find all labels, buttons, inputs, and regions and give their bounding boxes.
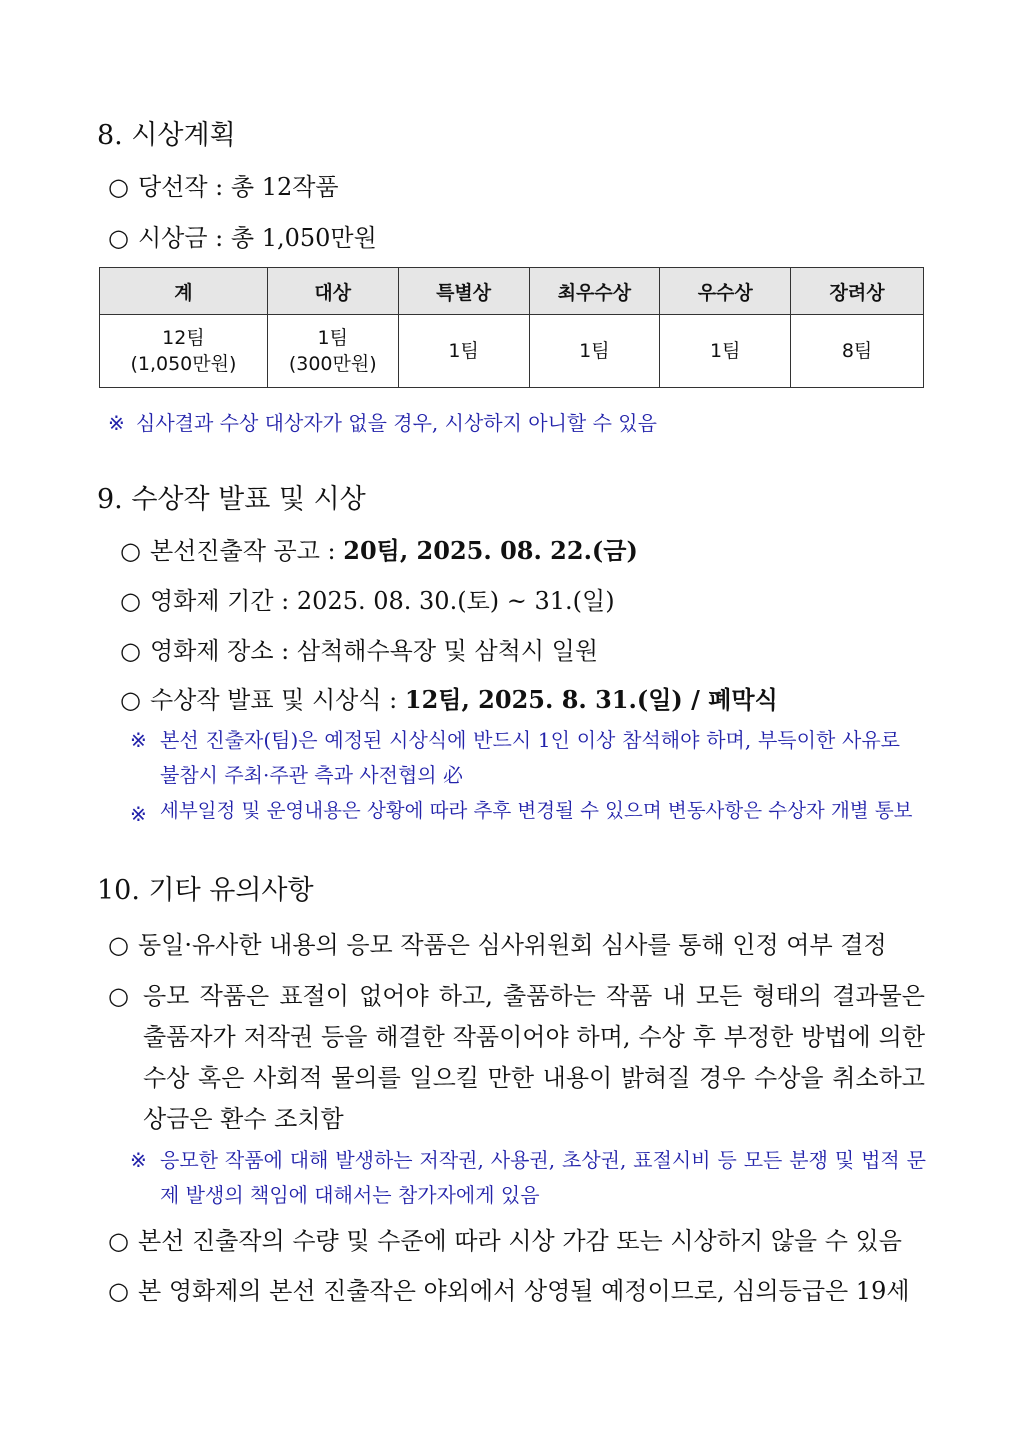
list-item-rating: [108, 1275, 910, 1307]
note-text: 심사결과 수상 대상자가 없을 경우, 시상하지 아니할 수 있음: [136, 411, 657, 435]
reference-mark-icon: ※: [130, 1148, 147, 1172]
list-item-festival-venue: [120, 635, 598, 667]
list-item-text: 본 영화제의 본선 진출작은 야외에서 상영될 예정이므로, 심의등급은 19세: [138, 1277, 910, 1305]
item-label: 영화제 기간 :: [150, 587, 297, 615]
table-header-cell: 특별상: [398, 268, 529, 315]
cell-text: 1팀: [709, 340, 741, 362]
circle-bullet-icon: ○: [108, 1277, 129, 1305]
reference-mark-icon: ※: [108, 411, 125, 435]
item-value: 12팀, 2025. 8. 31.(일) / 폐막식: [404, 685, 778, 714]
table-cell: [529, 315, 660, 388]
list-item-award-ceremony: [120, 684, 778, 716]
circle-bullet-icon: ○: [108, 173, 129, 201]
item-value: 20팀, 2025. 08. 22.(금): [343, 536, 638, 565]
item-label: 영화제 장소 :: [150, 637, 297, 665]
list-item-text: 본선 진출작의 수량 및 수준에 따라 시상 가감 또는 시상하지 않을 수 있음: [138, 1227, 902, 1255]
circle-bullet-icon: ○: [120, 587, 141, 615]
circle-bullet-icon: ○: [120, 637, 141, 665]
list-item-text: 시상금 : 총 1,050만원: [138, 224, 377, 252]
cell-text: (1,050만원): [130, 353, 237, 375]
table-header-cell: 우수상: [660, 268, 791, 315]
section-10-title: 10. 기타 유의사항: [97, 875, 314, 906]
item-label: 본선진출작 공고 :: [150, 537, 344, 565]
table-cell: [398, 315, 529, 388]
table-header-cell: 장려상: [791, 268, 924, 315]
table-cell: [267, 315, 398, 388]
circle-bullet-icon: ○: [108, 931, 129, 959]
list-item-festival-period: [120, 585, 615, 617]
table-cell: [660, 315, 791, 388]
item-value: 삼척해수욕장 및 삼척시 일원: [296, 637, 599, 665]
list-item-plagiarism: 응모 작품은 표절이 없어야 하고, 출품하는 작품 내 모든 형태의 결과물은 출품자가 저작권 등을 해결한 작품이어야 하며, 수상 후 부정한 방법에 의한 수상 혹은 사회적 물의를 일으킬 만한 내용이 밝혀질 경우 수상을 취소하고 상금은 환수 조치함: [143, 982, 925, 1133]
table-header-cell: 계: [100, 268, 268, 315]
cell-text: 1팀: [317, 327, 348, 349]
table-cell: [100, 315, 268, 388]
circle-bullet-icon: ○: [120, 537, 141, 565]
table-row: [100, 315, 924, 388]
note-attendance: 본선 진출자(팀)은 예정된 시상식에 반드시 1인 이상 참석해야 하며, 부득이한 사유로 불참시 주최·주관 측과 사전협의 必: [160, 728, 900, 787]
list-item-award-adjustment: [108, 1225, 902, 1257]
section-8-title: 8. 시상계획: [97, 120, 236, 151]
table-header-cell: 최우수상: [529, 268, 660, 315]
list-item-text: 당선작 : 총 12작품: [138, 173, 339, 201]
note-schedule-change: 세부일정 및 운영내용은 상황에 따라 추후 변경될 수 있으며 변동사항은 수상자 개별 통보: [160, 799, 913, 822]
circle-bullet-icon: ○: [108, 224, 129, 252]
cell-text: 12팀: [162, 327, 205, 349]
circle-bullet-icon: ○: [108, 982, 129, 1010]
circle-bullet-icon: ○: [120, 686, 141, 714]
cell-text: 1팀: [448, 340, 479, 362]
list-item-prize-money: [108, 222, 377, 254]
list-item-text: 동일·유사한 내용의 응모 작품은 심사위원회 심사를 통해 인정 여부 결정: [138, 931, 887, 959]
prize-table: [99, 267, 924, 388]
reference-mark-icon: ※: [130, 802, 147, 826]
reference-mark-icon: ※: [130, 728, 147, 752]
table-header-cell: 대상: [267, 268, 398, 315]
list-item-finalist-announcement: [120, 535, 638, 567]
list-item-winners: [108, 171, 339, 203]
note-copyright-disputes: 응모한 작품에 대해 발생하는 저작권, 사용권, 초상권, 표절시비 등 모든 분쟁 및 법적 문제 발생의 책임에 대해서는 참가자에게 있음: [160, 1148, 926, 1207]
cell-text: (300만원): [288, 353, 377, 375]
table-cell: [791, 315, 924, 388]
note-no-winner: [108, 409, 657, 437]
list-item-similar-works: [108, 929, 887, 961]
circle-bullet-icon: ○: [108, 1227, 129, 1255]
table-header-row: [100, 268, 924, 315]
section-9-title: 9. 수상작 발표 및 시상: [97, 484, 366, 515]
item-label: 수상작 발표 및 시상식 :: [150, 686, 405, 714]
cell-text: 1팀: [579, 340, 610, 362]
item-value: 2025. 08. 30.(토) ~ 31.(일): [296, 587, 615, 615]
cell-text: 8팀: [841, 340, 873, 362]
